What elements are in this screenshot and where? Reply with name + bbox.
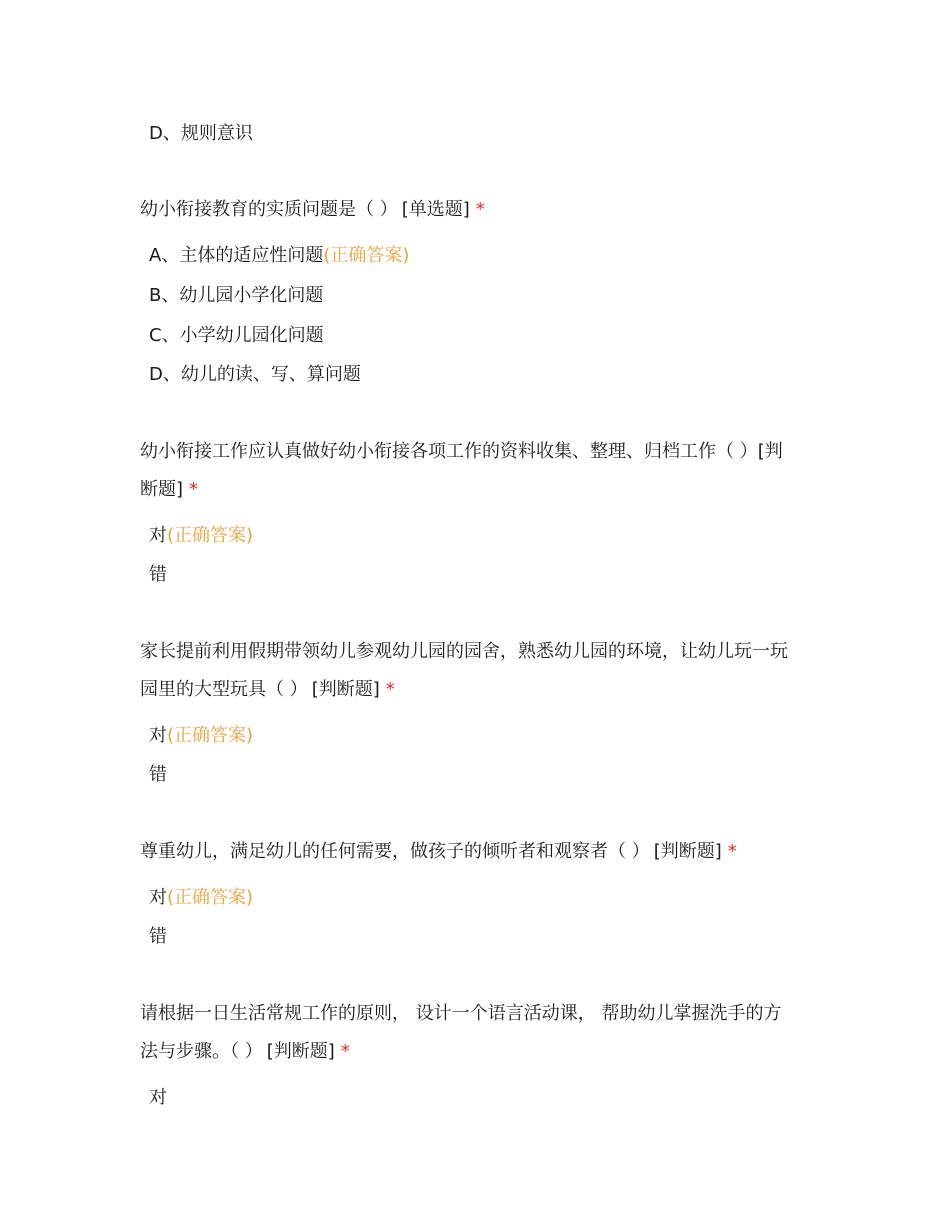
required-mark: * xyxy=(189,479,199,500)
q6-question-line1 xyxy=(140,1002,781,1026)
q2-option-b xyxy=(149,284,323,308)
q2-question xyxy=(140,198,485,222)
q1-option-d xyxy=(149,122,253,146)
q2-option-a xyxy=(149,244,409,268)
option-label: B、幼儿园小学化问题 xyxy=(149,285,324,306)
required-mark: * xyxy=(727,841,737,862)
correct-answer-mark: (正确答案) xyxy=(167,887,254,908)
option-label: D、规则意识 xyxy=(149,123,253,144)
q3-option-true xyxy=(149,524,253,548)
q3-question-line1 xyxy=(140,440,783,464)
required-mark: * xyxy=(340,1041,350,1062)
q5-option-true xyxy=(149,886,253,910)
correct-answer-mark: (正确答案) xyxy=(167,525,254,546)
q3-question-line2 xyxy=(140,478,198,502)
option-label: A、主体的适应性问题 xyxy=(149,245,324,266)
option-label: 错 xyxy=(149,926,167,947)
q6-question-line2 xyxy=(140,1040,350,1064)
correct-answer-mark: (正确答案) xyxy=(323,245,410,266)
question-text: 幼小衔接教育的实质问题是（ ） xyxy=(140,199,398,220)
option-label: 对 xyxy=(149,1087,167,1108)
option-label: C、小学幼儿园化问题 xyxy=(149,325,324,346)
q5-question xyxy=(140,840,737,864)
question-type: [单选题] xyxy=(401,199,470,220)
question-type: [判断题] xyxy=(653,841,722,862)
question-text: 园里的大型玩具（ ） xyxy=(140,679,308,700)
q2-option-c xyxy=(149,324,324,348)
q5-option-false xyxy=(149,925,167,949)
q3-option-false xyxy=(149,563,167,587)
question-text: 家长提前利用假期带领幼儿参观幼儿园的园舍，熟悉幼儿园的环境，让幼儿玩一玩 xyxy=(140,641,788,662)
q4-question-line1 xyxy=(140,640,788,664)
option-label: D、幼儿的读、写、算问题 xyxy=(149,364,361,385)
option-label: 对 xyxy=(149,887,167,908)
q4-question-line2 xyxy=(140,678,395,702)
option-label: 对 xyxy=(149,525,167,546)
question-text: 断题] xyxy=(140,479,184,500)
question-type: [判断题] xyxy=(311,679,380,700)
required-mark: * xyxy=(385,679,395,700)
question-type: [判断题] xyxy=(266,1041,335,1062)
option-label: 错 xyxy=(149,764,167,785)
option-label: 错 xyxy=(149,564,167,585)
correct-answer-mark: (正确答案) xyxy=(167,725,254,746)
q6-option-true xyxy=(149,1086,167,1110)
q4-option-true xyxy=(149,724,253,748)
question-text: 尊重幼儿，满足幼儿的任何需要，做孩子的倾听者和观察者（ ） xyxy=(140,841,650,862)
required-mark: * xyxy=(475,199,485,220)
question-text: 请根据一日生活常规工作的原则， 设计一个语言活动课， 帮助幼儿掌握洗手的方 xyxy=(140,1003,782,1024)
question-text: 法与步骤。（ ） xyxy=(140,1041,263,1062)
question-text: 幼小衔接工作应认真做好幼小衔接各项工作的资料收集、整理、归档工作（ ）[判 xyxy=(140,441,783,462)
option-label: 对 xyxy=(149,725,167,746)
q2-option-d xyxy=(149,363,361,387)
q4-option-false xyxy=(149,763,167,787)
